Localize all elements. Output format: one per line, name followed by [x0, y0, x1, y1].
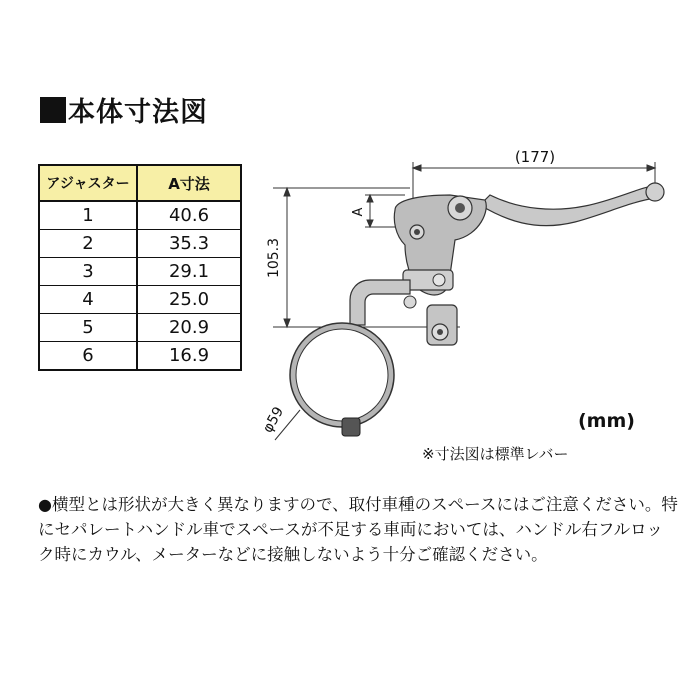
- table-cell-a-dimension: 40.6: [137, 201, 241, 230]
- table-cell-adjuster: 2: [39, 230, 137, 258]
- pivot-bolt-center: [455, 203, 465, 213]
- table-row: [39, 230, 241, 258]
- table-row: [39, 342, 241, 371]
- master-cylinder-drawing: [245, 140, 670, 450]
- table-row: [39, 201, 241, 230]
- table-row: [39, 314, 241, 342]
- drawing-note: ※寸法図は標準レバー: [422, 445, 569, 463]
- table-cell-a-dimension: 25.0: [137, 286, 241, 314]
- dimension-table: [38, 164, 242, 371]
- caution-text: 横型とは形状が大きく異なりますので、取付車種のスペースにはご注意ください。特にセパレートハンドル車でスペースが不足する車両においては、ハンドル右フルロック時にカウル、メーターなどに接触しないよう十分ご確認ください。: [38, 495, 678, 564]
- table-cell-a-dimension: 20.9: [137, 314, 241, 342]
- table-cell-adjuster: 4: [39, 286, 137, 314]
- a-label: A: [351, 207, 366, 217]
- table-header-adjuster: アジャスター: [39, 165, 137, 201]
- reservoir-hose: [350, 280, 410, 325]
- black-square-icon: [40, 97, 66, 123]
- table-row: [39, 258, 241, 286]
- table-header-row: [39, 165, 241, 201]
- table-cell-a-dimension: 29.1: [137, 258, 241, 286]
- page-title: [40, 90, 208, 129]
- caution-paragraph: [38, 492, 678, 567]
- table-cell-a-dimension: 35.3: [137, 230, 241, 258]
- reservoir-cap: [296, 329, 388, 421]
- reservoir-tab: [342, 418, 360, 436]
- table-row: [39, 286, 241, 314]
- bullet-icon: ●: [38, 495, 52, 514]
- table-cell-adjuster: 1: [39, 201, 137, 230]
- table-header-a-dimension: A寸法: [137, 165, 241, 201]
- page-title-text: 本体寸法図: [68, 97, 208, 128]
- table-cell-adjuster: 6: [39, 342, 137, 371]
- diameter-label: φ59: [259, 404, 288, 436]
- length-label: (177): [514, 148, 556, 166]
- table-cell-a-dimension: 16.9: [137, 342, 241, 371]
- table-cell-adjuster: 3: [39, 258, 137, 286]
- table-cell-adjuster: 5: [39, 314, 137, 342]
- height-label: 105.3: [266, 237, 282, 279]
- unit-label: (mm): [578, 410, 635, 432]
- lever-tip: [646, 183, 664, 201]
- brake-lever: [480, 185, 662, 226]
